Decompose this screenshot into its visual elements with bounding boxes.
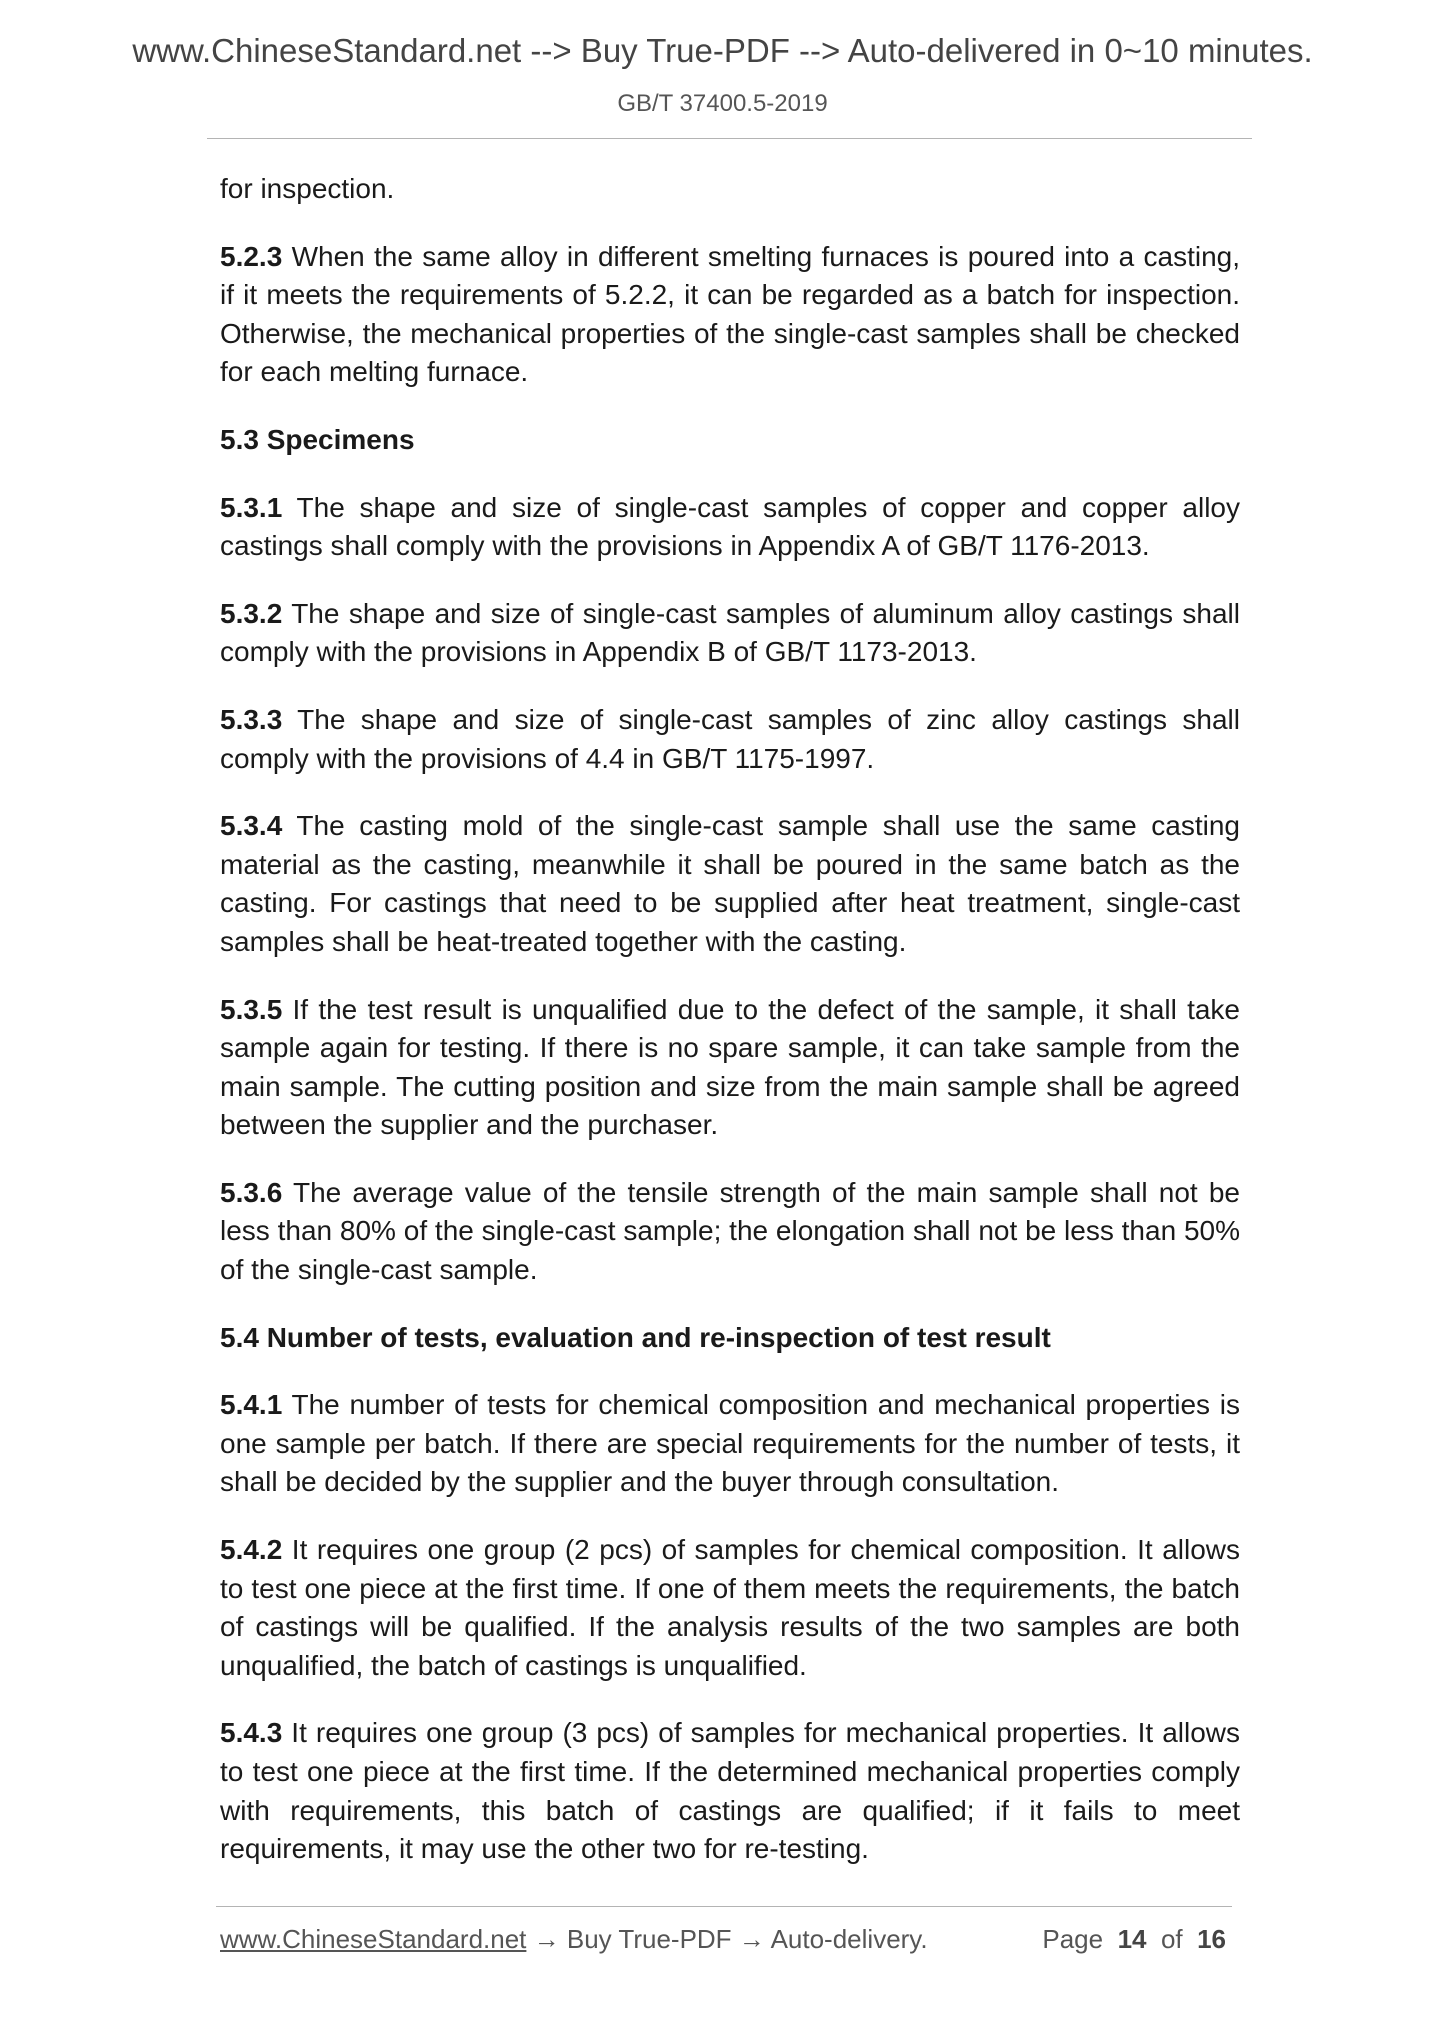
- clause-text: If the test result is unqualified due to the defect of the sample, it shall take sample again for testing. If there is no spare sample, it can take sample from the main sample. The cutting position and size from the main sample shall be agreed between the supplier and the purchaser.: [220, 993, 1240, 1141]
- clause-5-3-2: [220, 595, 1240, 672]
- clause-number: 5.2.3: [220, 240, 283, 272]
- clause-text: It requires one group (2 pcs) of samples for chemical composition. It allows to test one piece at the first time. If one of them meets the requirements, the batch of castings will be qualified. If the analysis results of the two samples are both unqualified, the batch of castings is unqualified.: [220, 1534, 1240, 1681]
- header-divider: [207, 138, 1252, 139]
- clause-text: It requires one group (3 pcs) of samples for mechanical properties. It allows to test one piece at the first time. If the determined mechanical properties comply with requirements, this batch of castings are qualified; if it fails to meet requirements, it may use the other two for re-testing.: [220, 1717, 1240, 1865]
- clause-5-3-5: [220, 991, 1240, 1145]
- clause-5-2-3: [220, 238, 1240, 392]
- clause-text: The shape and size of single-cast samples of zinc alloy castings shall comply with the provisions of 4.4 in GB/T 1175-1997.: [220, 703, 1240, 774]
- section-heading-5-3: 5.3 Specimens: [220, 423, 415, 455]
- clause-number: 5.3.4: [220, 810, 283, 842]
- current-page: 14: [1117, 1924, 1147, 1954]
- clause-text: The average value of the tensile strength of the main sample shall not be less than 80% of the single-cast sample; the elongation shall not be less than 50% of the single-cast sample.: [220, 1176, 1240, 1286]
- clause-number: 5.3.3: [220, 703, 283, 735]
- clause-5-3-4: [220, 807, 1240, 961]
- footer-divider: [216, 1906, 1232, 1907]
- document-number: GB/T 37400.5-2019: [617, 90, 828, 117]
- clause-number: 5.3.2: [220, 597, 283, 629]
- clause-text: The shape and size of single-cast samples of copper and copper alloy castings shall comply with the provisions in Appendix A of GB/T 1176-2013.: [220, 491, 1240, 562]
- header-banner: www.ChineseStandard.net --> Buy True-PDF --> Auto-delivered in 0~10 minutes.: [132, 32, 1313, 69]
- page-indicator: [1042, 1924, 1226, 1955]
- clause-5-4-2: [220, 1531, 1240, 1685]
- clause-text: The number of tests for chemical composition and mechanical properties is one sample per batch. If there are special requirements for the number of tests, it shall be decided by the supplier and the buyer through consultation.: [220, 1389, 1240, 1498]
- clause-number: 5.3.1: [220, 491, 283, 523]
- clause-number: 5.4.1: [220, 1389, 283, 1421]
- clause-5-4-1: [220, 1386, 1240, 1502]
- page-footer: [220, 1924, 1232, 1958]
- clause-text: When the same alloy in different smelting furnaces is poured into a casting, if it meets the requirements of 5.2.2, it can be regarded as a batch for inspection. Otherwise, the mechanical properties of the single-cast samples shall be checked for each melting furnace.: [220, 240, 1240, 388]
- clause-number: 5.4.2: [220, 1534, 283, 1566]
- clause-5-3-1: [220, 489, 1240, 566]
- clause-number: 5.3.6: [220, 1176, 283, 1208]
- footer-promo-text: → Buy True-PDF → Auto-delivery.: [526, 1924, 928, 1954]
- clause-5-3-6: [220, 1174, 1240, 1290]
- of-label: of: [1160, 1924, 1183, 1954]
- clause-text: The casting mold of the single-cast sample shall use the same casting material as the casting, meanwhile it shall be poured in the same batch as the casting. For castings that need to be supplied after heat treatment, single-cast samples shall be heat-treated together with the casting.: [220, 810, 1240, 957]
- page-content: [220, 170, 1240, 1898]
- page-label: Page: [1042, 1924, 1104, 1954]
- footer-site-link[interactable]: www.ChineseStandard.net: [220, 1924, 527, 1954]
- clause-number: 5.4.3: [220, 1717, 283, 1749]
- clause-5-4-3: [220, 1714, 1240, 1868]
- clause-number: 5.3.5: [220, 993, 283, 1025]
- clause-text: The shape and size of single-cast samples of aluminum alloy castings shall comply with the provisions in Appendix B of GB/T 1173-2013.: [220, 597, 1240, 668]
- section-heading-5-4: 5.4 Number of tests, evaluation and re-inspection of test result: [220, 1321, 1051, 1353]
- footer-promo: [220, 1924, 928, 1955]
- paragraph-continuation: for inspection.: [220, 173, 395, 204]
- total-pages: 16: [1197, 1924, 1226, 1954]
- clause-5-3-3: [220, 701, 1240, 778]
